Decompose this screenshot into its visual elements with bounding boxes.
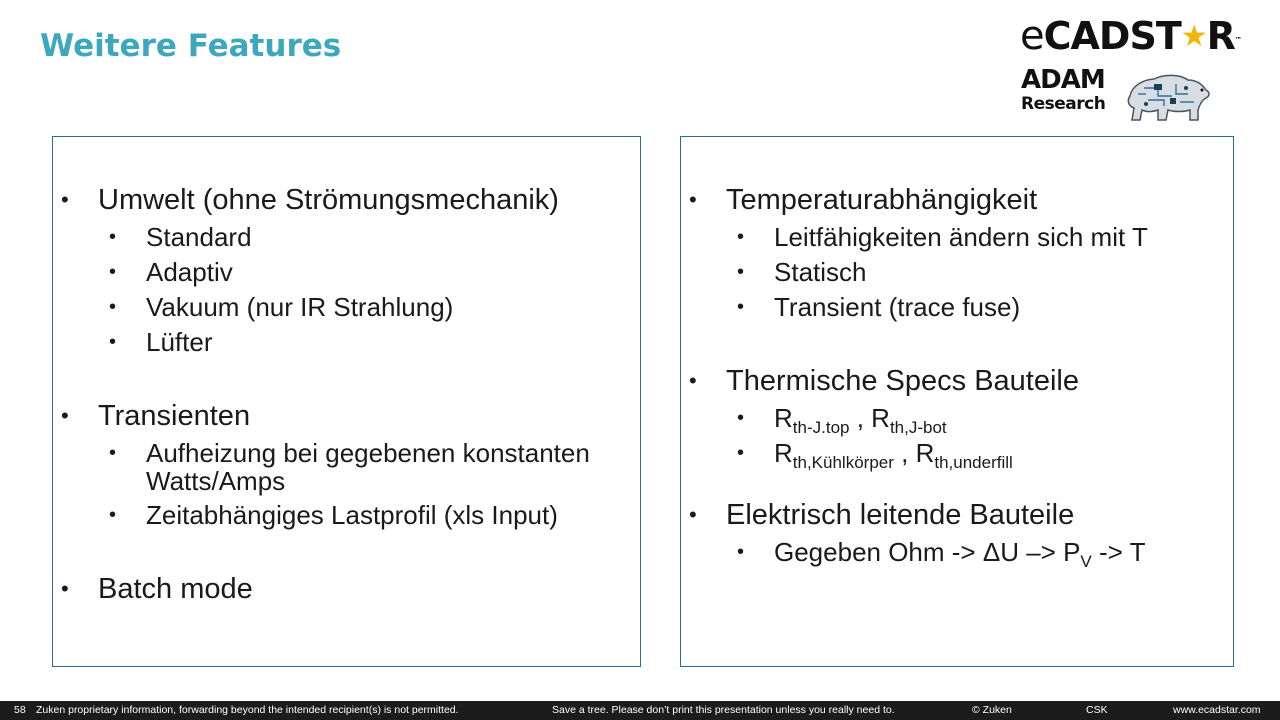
- bullet-elektrisch-leitend: • Elektrisch leitende Bauteile: [681, 498, 1233, 532]
- copyright: © Zuken: [972, 704, 1012, 716]
- research-text: Research: [1021, 94, 1106, 114]
- right-feature-box: [680, 136, 1234, 667]
- bullet-transient: • Transient (trace fuse): [681, 293, 1233, 322]
- logo-text-main: CADST: [1043, 14, 1181, 58]
- left-feature-box: [52, 136, 641, 667]
- ohm-subscript: V: [1080, 552, 1092, 571]
- ecadstar-logo: [1020, 14, 1241, 62]
- bullet-ohm-chain: [681, 537, 1233, 571]
- proprietary-notice: Zuken proprietary information, forwarding beyond the intended recipient(s) is not permitted.: [36, 704, 459, 716]
- bullet-aufheizung: • Aufheizung bei gegebenen konstanten Watts/Amps: [53, 439, 640, 495]
- footer-bar: [0, 701, 1280, 720]
- author-initials: CSK: [1086, 704, 1108, 716]
- bullet-statisch: • Statisch: [681, 258, 1233, 287]
- adam-text: ADAM: [1021, 65, 1105, 95]
- separator: ,: [849, 403, 872, 433]
- bullet-umwelt: • Umwelt (ohne Strömungsmechanik): [53, 183, 640, 217]
- page-number: 58: [14, 704, 26, 716]
- rth-subscript: th,Kühlkörper: [792, 453, 894, 472]
- logo-letter-e: e: [1020, 13, 1044, 59]
- rth-symbol: R: [774, 403, 793, 433]
- rth-symbol: R: [774, 438, 793, 468]
- polar-bear-icon: [1124, 66, 1212, 124]
- bullet-rth-heatsink: [681, 438, 1233, 472]
- ohm-suffix: -> T: [1091, 537, 1146, 567]
- separator: ,: [893, 438, 916, 468]
- logo-star-icon: ★: [1180, 19, 1207, 54]
- bullet-lastprofil: • Zeitabhängiges Lastprofil (xls Input): [53, 501, 640, 530]
- rth-symbol: R: [915, 438, 935, 468]
- bullet-luefter: • Lüfter: [53, 328, 640, 357]
- rth-subscript: th,J-bot: [889, 418, 947, 437]
- save-tree-notice: Save a tree. Please don’t print this presentation unless you really need to.: [552, 704, 895, 716]
- bullet-temperaturabhaengigkeit: • Temperaturabhängigkeit: [681, 183, 1233, 217]
- bullet-thermische-specs: • Thermische Specs Bauteile: [681, 364, 1233, 398]
- bullet-standard: • Standard: [53, 223, 640, 252]
- bullet-vakuum: • Vakuum (nur IR Strahlung): [53, 293, 640, 322]
- trademark-symbol: ™: [1234, 36, 1241, 44]
- bullet-rth-junction: [681, 403, 1233, 437]
- rth-subscript: th,underfill: [934, 453, 1013, 472]
- adam-research-logo: [1021, 66, 1111, 114]
- logo-text-end: R: [1206, 14, 1235, 58]
- rth-symbol: R: [871, 403, 890, 433]
- bullet-batch-mode: • Batch mode: [53, 572, 640, 606]
- rth-subscript: th-J.top: [792, 418, 850, 437]
- ohm-text: Gegeben Ohm -> ΔU –> P: [774, 537, 1081, 567]
- bullet-adaptiv: • Adaptiv: [53, 258, 640, 287]
- website-link[interactable]: www.ecadstar.com: [1173, 704, 1261, 716]
- slide-title: Weitere Features: [40, 28, 342, 64]
- bullet-leitfaehigkeiten: • Leitfähigkeiten ändern sich mit T: [681, 223, 1233, 252]
- bullet-transienten: • Transienten: [53, 399, 640, 433]
